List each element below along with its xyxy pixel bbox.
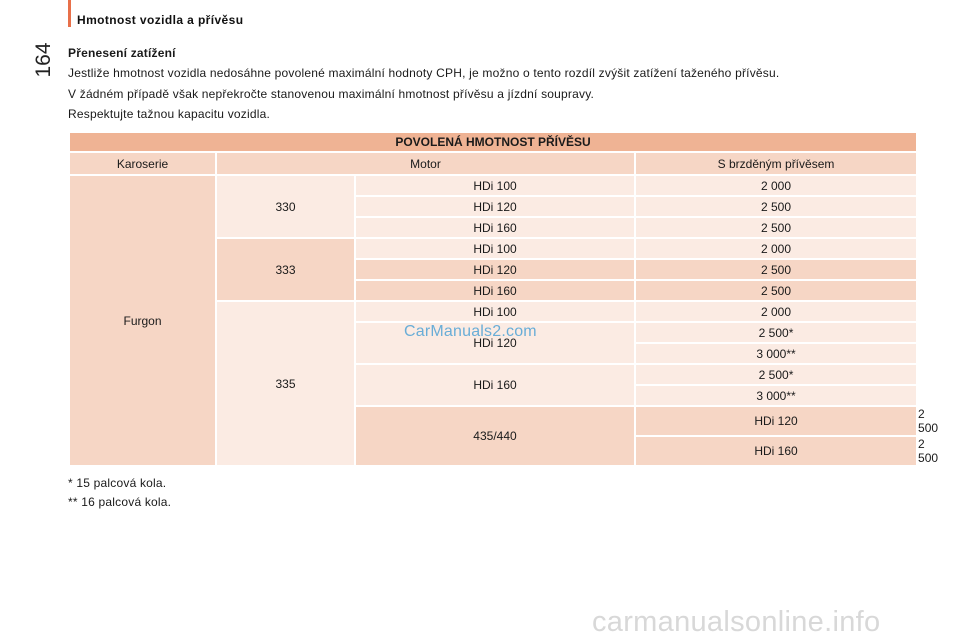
weight-cell: 2 500 <box>636 260 916 279</box>
intro-line-3: Respektujte tažnou kapacitu vozidla. <box>68 106 270 121</box>
engine-cell: HDi 100 <box>356 302 634 321</box>
body-type-cell: Furgon <box>70 176 215 465</box>
engine-cell: HDi 100 <box>356 239 634 258</box>
weight-cell: 3 000** <box>636 344 916 363</box>
engine-cell: HDi 160 <box>636 437 916 465</box>
header-braked-trailer: S brzděným přívěsem <box>636 153 916 174</box>
weight-cell: 2 500 <box>636 197 916 216</box>
page-number: 164 <box>32 42 55 78</box>
weight-cell: 2 500 <box>636 281 916 300</box>
weight-cell: 2 000 <box>636 239 916 258</box>
engine-cell: HDi 120 <box>356 197 634 216</box>
footer-watermark: carmanualsonline.info <box>592 606 881 638</box>
table-title: POVOLENÁ HMOTNOST PŘÍVĚSU <box>70 133 916 151</box>
center-watermark: CarManuals2.com <box>404 323 537 340</box>
engine-cell: HDi 120 <box>356 323 634 363</box>
weight-cell: 2 500 <box>636 218 916 237</box>
model-cell: 435/440 <box>356 407 634 465</box>
engine-cell: HDi 160 <box>356 281 634 300</box>
weight-cell: 2 500* <box>636 365 916 384</box>
model-cell: 333 <box>217 239 354 300</box>
weight-cell: 2 000 <box>636 176 916 195</box>
header-motor: Motor <box>217 153 634 174</box>
engine-cell: HDi 120 <box>356 260 634 279</box>
engine-cell: HDi 100 <box>356 176 634 195</box>
engine-cell: HDi 120 <box>636 407 916 435</box>
intro-section <box>68 43 928 124</box>
trailer-weight-table: POVOLENÁ HMOTNOST PŘÍVĚSU Karoserie Motor S brzděným přívěsem Furgon 330 HDi 100 2 000 HDi 120 2 500 HDi 160 2 500 333 HDi 100 2 000 HDi 120 2 500 HDi 160 2 500 335 HDi 100 2 000 HDi 120 2 500* 3 000** HDi 160 2 500* 3 000** 435/440 HDi 120 2 500 HDi 160 2 500 <box>68 131 920 467</box>
engine-cell: HDi 160 <box>356 218 634 237</box>
footnote-16-inch: ** 16 palcová kola. <box>68 495 172 509</box>
weight-cell: 2 500* <box>636 323 916 342</box>
weight-cell: 2 000 <box>636 302 916 321</box>
model-cell: 335 <box>217 302 354 465</box>
page-header-title: Hmotnost vozidla a přívěsu <box>77 13 244 27</box>
engine-cell: HDi 160 <box>356 365 634 405</box>
footnotes <box>68 474 171 512</box>
header-karoserie: Karoserie <box>70 153 215 174</box>
intro-line-1: Jestliže hmotnost vozidla nedosáhne povolené maximální hodnoty CPH, je možno o tento rozdíl zvýšit zatížení taženého přívěsu. <box>68 66 780 81</box>
intro-heading: Přenesení zatížení <box>68 46 176 60</box>
intro-line-2: V žádném případě však nepřekročte stanovenou maximální hmotnost přívěsu a jízdní soupravy. <box>68 86 595 101</box>
accent-bar <box>68 0 71 27</box>
model-cell: 330 <box>217 176 354 237</box>
footnote-15-inch: * 15 palcová kola. <box>68 476 167 490</box>
weight-cell: 3 000** <box>636 386 916 405</box>
